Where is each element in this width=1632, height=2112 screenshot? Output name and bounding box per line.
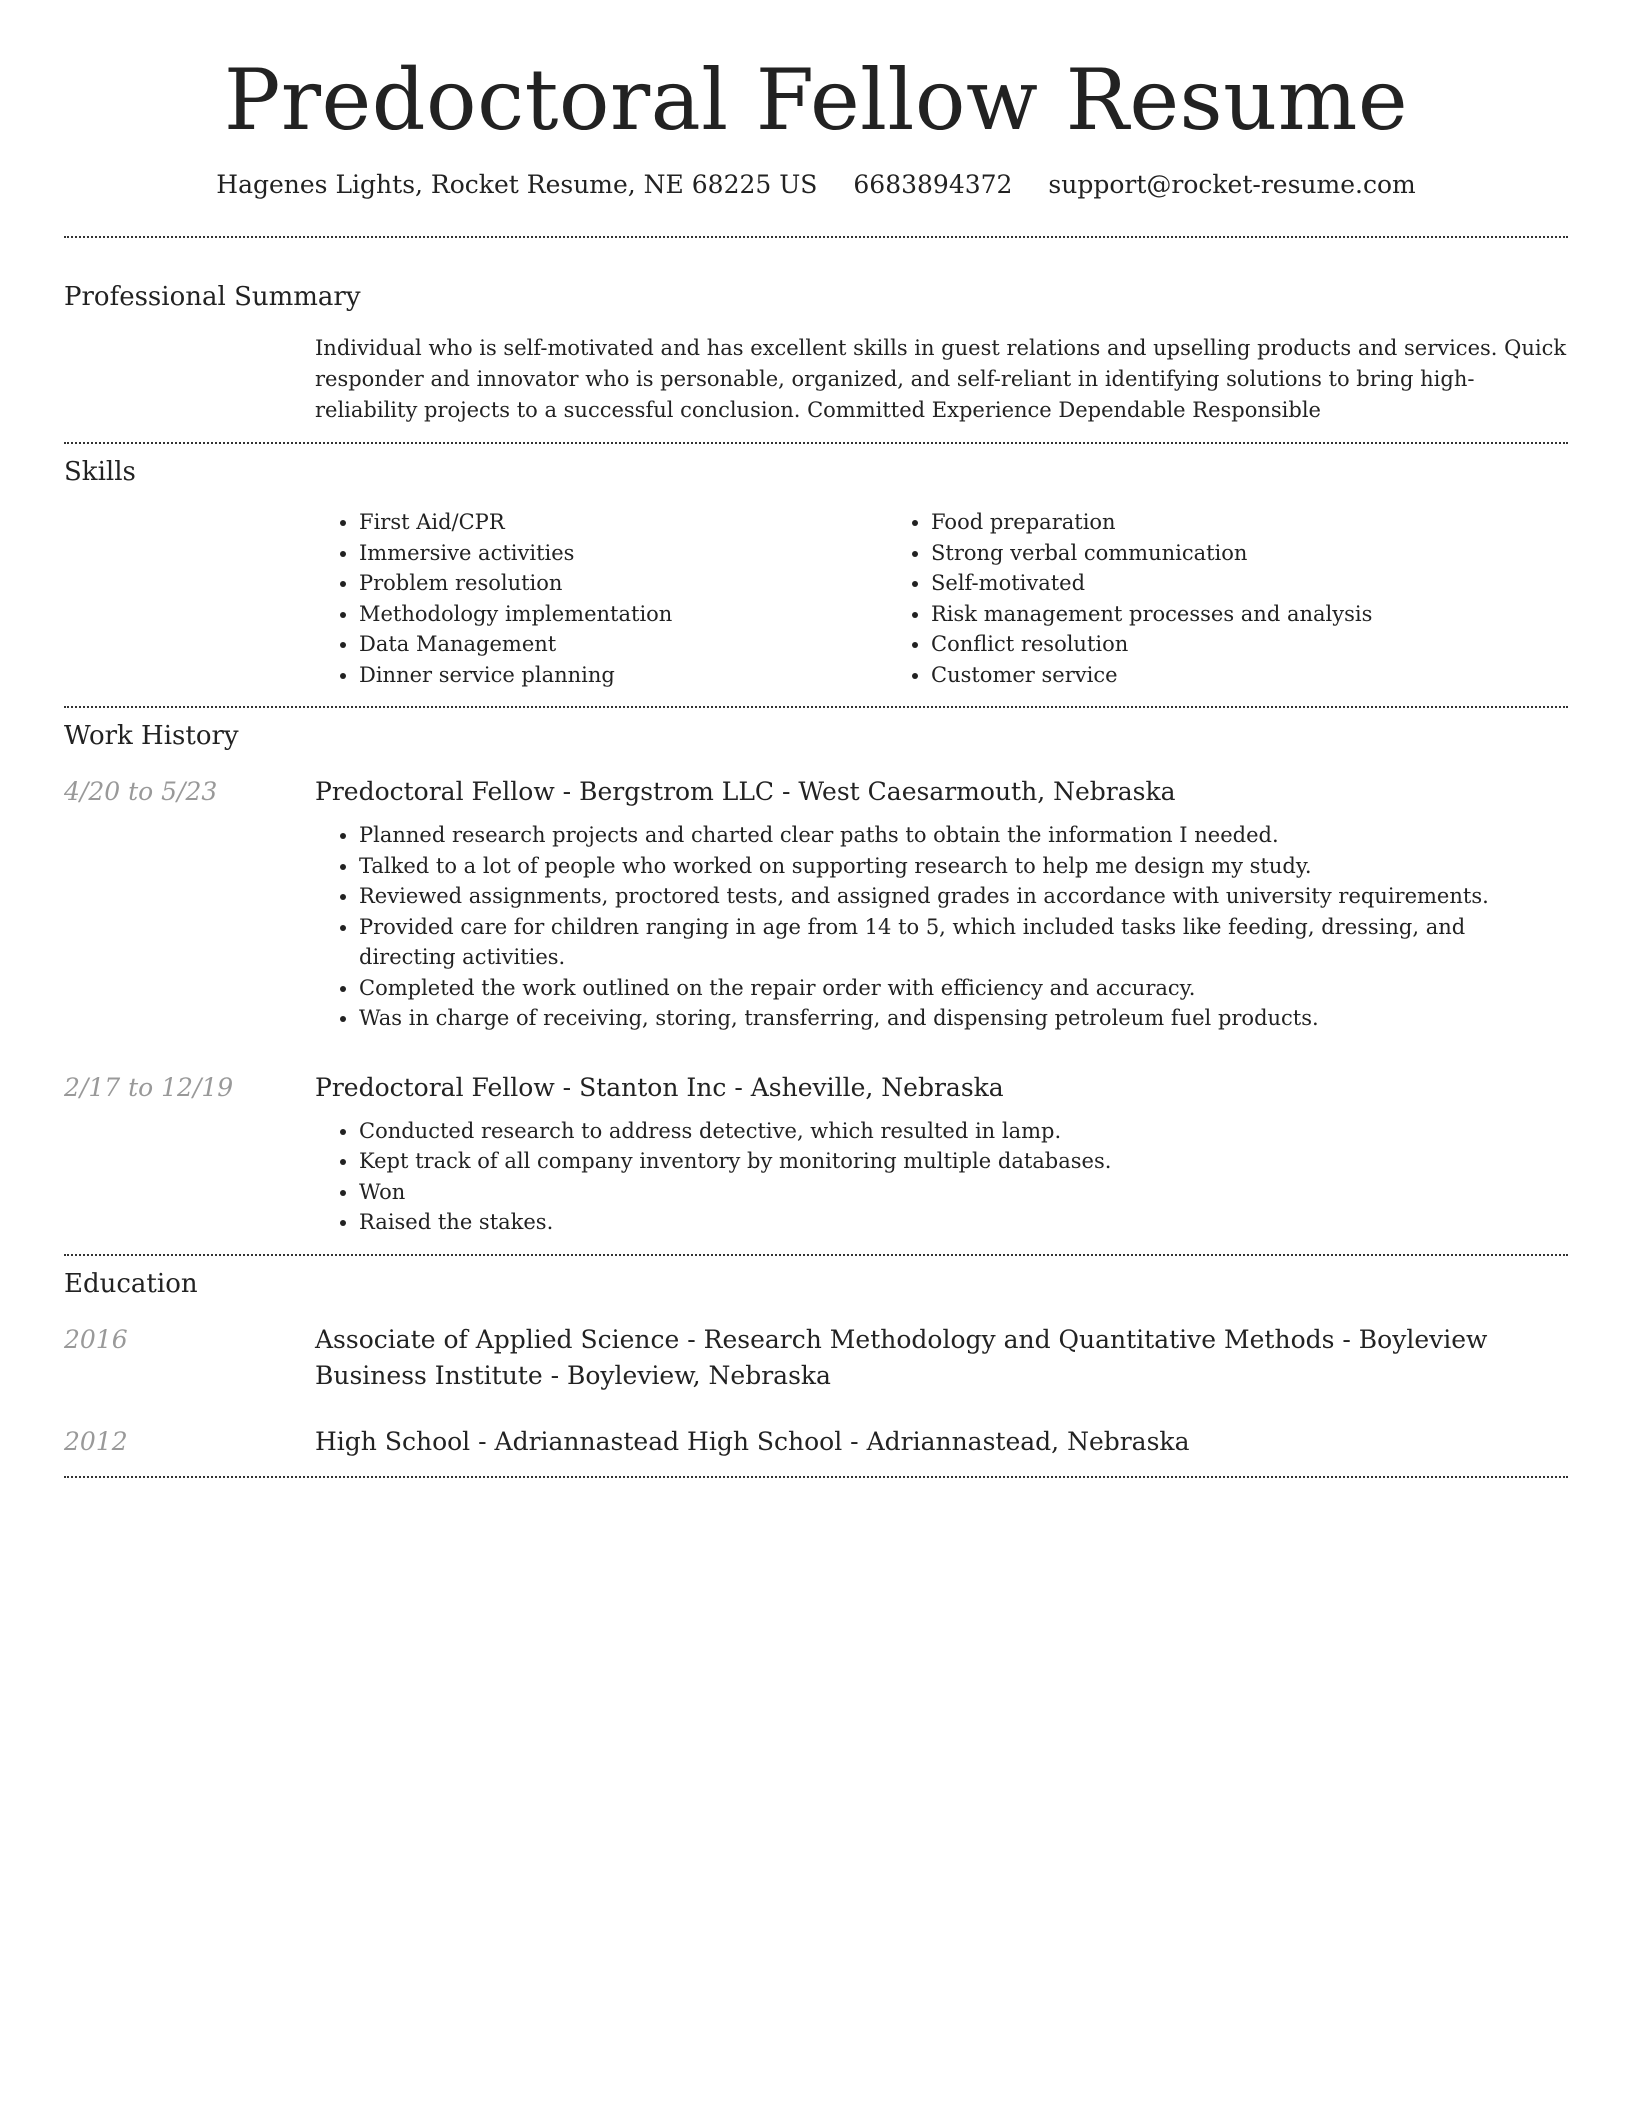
skills-column-right bbox=[887, 507, 1459, 690]
skill-item: • Problem resolution bbox=[359, 568, 887, 599]
entry-body bbox=[315, 1322, 1568, 1394]
skill-item: • Dinner service planning bbox=[359, 660, 887, 691]
entry-heading: Predoctoral Fellow - Stanton Inc - Asheville, Nebraska bbox=[315, 1072, 1004, 1102]
bullet-item: • Was in charge of receiving, storing, transferring, and dispensing petroleum fuel products. bbox=[359, 1003, 1568, 1034]
entry-year: 2012 bbox=[64, 1426, 128, 1456]
email: support@rocket-resume.com bbox=[1048, 170, 1416, 199]
contact-line bbox=[64, 168, 1568, 202]
work-entry bbox=[64, 774, 1568, 1034]
bullet-item: • Kept track of all company inventory by monitoring multiple databases. bbox=[359, 1146, 1568, 1177]
skill-item: • Strong verbal communication bbox=[931, 538, 1459, 569]
bullet-item: • Talked to a lot of people who worked on supporting research to help me design my study. bbox=[359, 851, 1568, 882]
skill-item: • Risk management processes and analysis bbox=[931, 599, 1459, 630]
divider bbox=[64, 1476, 1568, 1478]
entry-body bbox=[315, 1070, 1568, 1238]
skills-grid bbox=[315, 507, 1568, 690]
section-title: Work History bbox=[64, 721, 239, 751]
entry-dates: 4/20 to 5/23 bbox=[64, 777, 218, 806]
bullet-item: • Conducted research to address detective, which resulted in lamp. bbox=[359, 1116, 1568, 1147]
entry-body bbox=[315, 1424, 1568, 1460]
entry-year: 2016 bbox=[64, 1324, 128, 1354]
entry-heading: High School - Adriannastead High School - Adriannastead, Nebraska bbox=[315, 1426, 1190, 1456]
entry-bullets bbox=[315, 1116, 1568, 1238]
education-section bbox=[64, 1256, 1568, 1476]
bullet-item: • Won bbox=[359, 1177, 1568, 1208]
entry-bullets bbox=[315, 820, 1568, 1034]
work-history-section bbox=[64, 708, 1568, 1254]
skill-item: • Methodology implementation bbox=[359, 599, 887, 630]
summary-text: Individual who is self-motivated and has excellent skills in guest relations and upselling products and services. Quick responder and innovator who is personable, organized, and self-reliant in identifying solutions to bring high-reliability projects to a successful conclusion. Committed Experience Dependable Responsible bbox=[315, 336, 1567, 422]
summary-content bbox=[315, 333, 1568, 426]
education-entry bbox=[64, 1424, 1568, 1460]
bullet-item: • Provided care for children ranging in age from 14 to 5, which included tasks like feeding, dressing, and directing activities. bbox=[359, 912, 1568, 973]
skill-item: • Conflict resolution bbox=[931, 629, 1459, 660]
professional-summary-section bbox=[64, 238, 1568, 442]
entry-dates: 2/17 to 12/19 bbox=[64, 1072, 234, 1102]
skills-column-left bbox=[315, 507, 887, 690]
bullet-item: • Reviewed assignments, proctored tests, and assigned grades in accordance with university requirements. bbox=[359, 881, 1568, 912]
bullet-item: • Completed the work outlined on the repair order with efficiency and accuracy. bbox=[359, 973, 1568, 1004]
phone: 6683894372 bbox=[853, 170, 1013, 199]
resume-header bbox=[64, 0, 1568, 202]
address: Hagenes Lights, Rocket Resume, NE 68225 US bbox=[216, 170, 818, 199]
section-title: Education bbox=[64, 1268, 198, 1299]
skill-item: • First Aid/CPR bbox=[359, 507, 887, 538]
bullet-item: • Planned research projects and charted clear paths to obtain the information I needed. bbox=[359, 820, 1568, 851]
education-entry bbox=[64, 1322, 1568, 1394]
work-entry bbox=[64, 1070, 1568, 1238]
skill-item: • Customer service bbox=[931, 660, 1459, 691]
resume-title: Predoctoral Fellow Resume bbox=[223, 51, 1409, 149]
entry-body bbox=[315, 774, 1568, 1034]
skill-item: • Data Management bbox=[359, 629, 887, 660]
skill-item: • Immersive activities bbox=[359, 538, 887, 569]
skill-item: • Self-motivated bbox=[931, 568, 1459, 599]
section-title: Skills bbox=[64, 457, 136, 487]
skill-item: • Food preparation bbox=[931, 507, 1459, 538]
bullet-item: • Raised the stakes. bbox=[359, 1207, 1568, 1238]
skills-section bbox=[64, 444, 1568, 706]
section-title: Professional Summary bbox=[64, 282, 361, 312]
entry-heading: Predoctoral Fellow - Bergstrom LLC - West Caesarmouth, Nebraska bbox=[315, 777, 1176, 806]
entry-heading: Associate of Applied Science - Research Methodology and Quantitative Methods - Boyleview Business Institute - Boyleview, Nebraska bbox=[315, 1324, 1488, 1390]
